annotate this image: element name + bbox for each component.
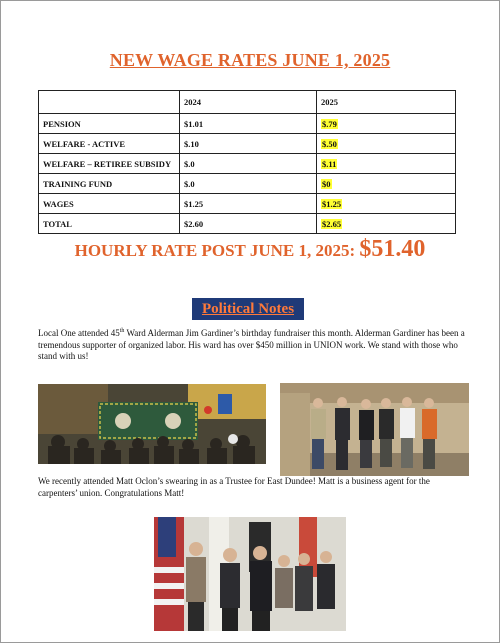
page-title: NEW WAGE RATES JUNE 1, 2025 [109,50,391,70]
ordinal-suffix: th [119,328,125,334]
row-label: PENSION [39,114,180,134]
paragraph-text-start: Local One attended 45 [38,328,120,338]
header-cell-blank [39,91,180,114]
header-cell-2025: 2025 [317,91,456,114]
table-row [39,214,456,234]
value-2025 [317,134,456,154]
row-label: TRAINING FUND [39,174,180,194]
value-2025 [317,194,456,214]
hourly-rate-value: $51.40 [359,236,426,262]
value-2024: $1.01 [180,114,317,134]
value-2024: $.0 [180,174,317,194]
value-2024: $1.25 [180,194,317,214]
highlighted-value: $0 [322,178,331,189]
row-label: WELFARE – RETIREE SUBSIDY [39,154,180,174]
row-label: WAGES [39,194,180,214]
highlighted-value: $1.25 [322,198,342,209]
value-2025 [317,114,456,134]
table-row [39,134,456,154]
group-photo [280,383,469,476]
value-2024: $.0 [180,154,317,174]
fundraiser-photo [38,384,266,464]
paragraph-text-rest: Ward Alderman Jim Gardiner’s birthday fundraiser this month. Alderman Gardiner has been a tremendous supporter of organized labor. His ward has over $450 million in UNION work. We stand with those who stand with us! [38,328,465,361]
header-cell-2024: 2024 [180,91,317,114]
value-2025 [317,214,456,234]
row-label: WELFARE - ACTIVE [39,134,180,154]
highlighted-value: $.50 [322,138,337,149]
table-row [39,194,456,214]
value-2024: $.10 [180,134,317,154]
table-row [39,154,456,174]
value-2025 [317,174,456,194]
highlighted-value: $2.65 [322,218,342,229]
highlighted-value: $.79 [322,118,337,129]
table-header-row [39,91,456,114]
table-row [39,174,456,194]
highlighted-value: $.11 [322,158,337,169]
fundraiser-paragraph [38,326,466,363]
swearing-in-paragraph: We recently attended Matt Oclon’s swearing in as a Trustee for East Dundee! Matt is a business agent for the carpenters’ union. Congratulations Matt! [38,476,430,498]
value-2024: $2.60 [180,214,317,234]
section-banner: Political Notes [192,298,304,320]
hourly-rate-label: HOURLY RATE POST JUNE 1, 2025: [74,241,360,260]
value-2025 [317,154,456,174]
row-label: TOTAL [39,214,180,234]
swearing-in-photo [154,517,346,631]
table-row [39,114,456,134]
wage-rates-table [38,90,456,234]
hourly-rate-line [0,236,500,263]
